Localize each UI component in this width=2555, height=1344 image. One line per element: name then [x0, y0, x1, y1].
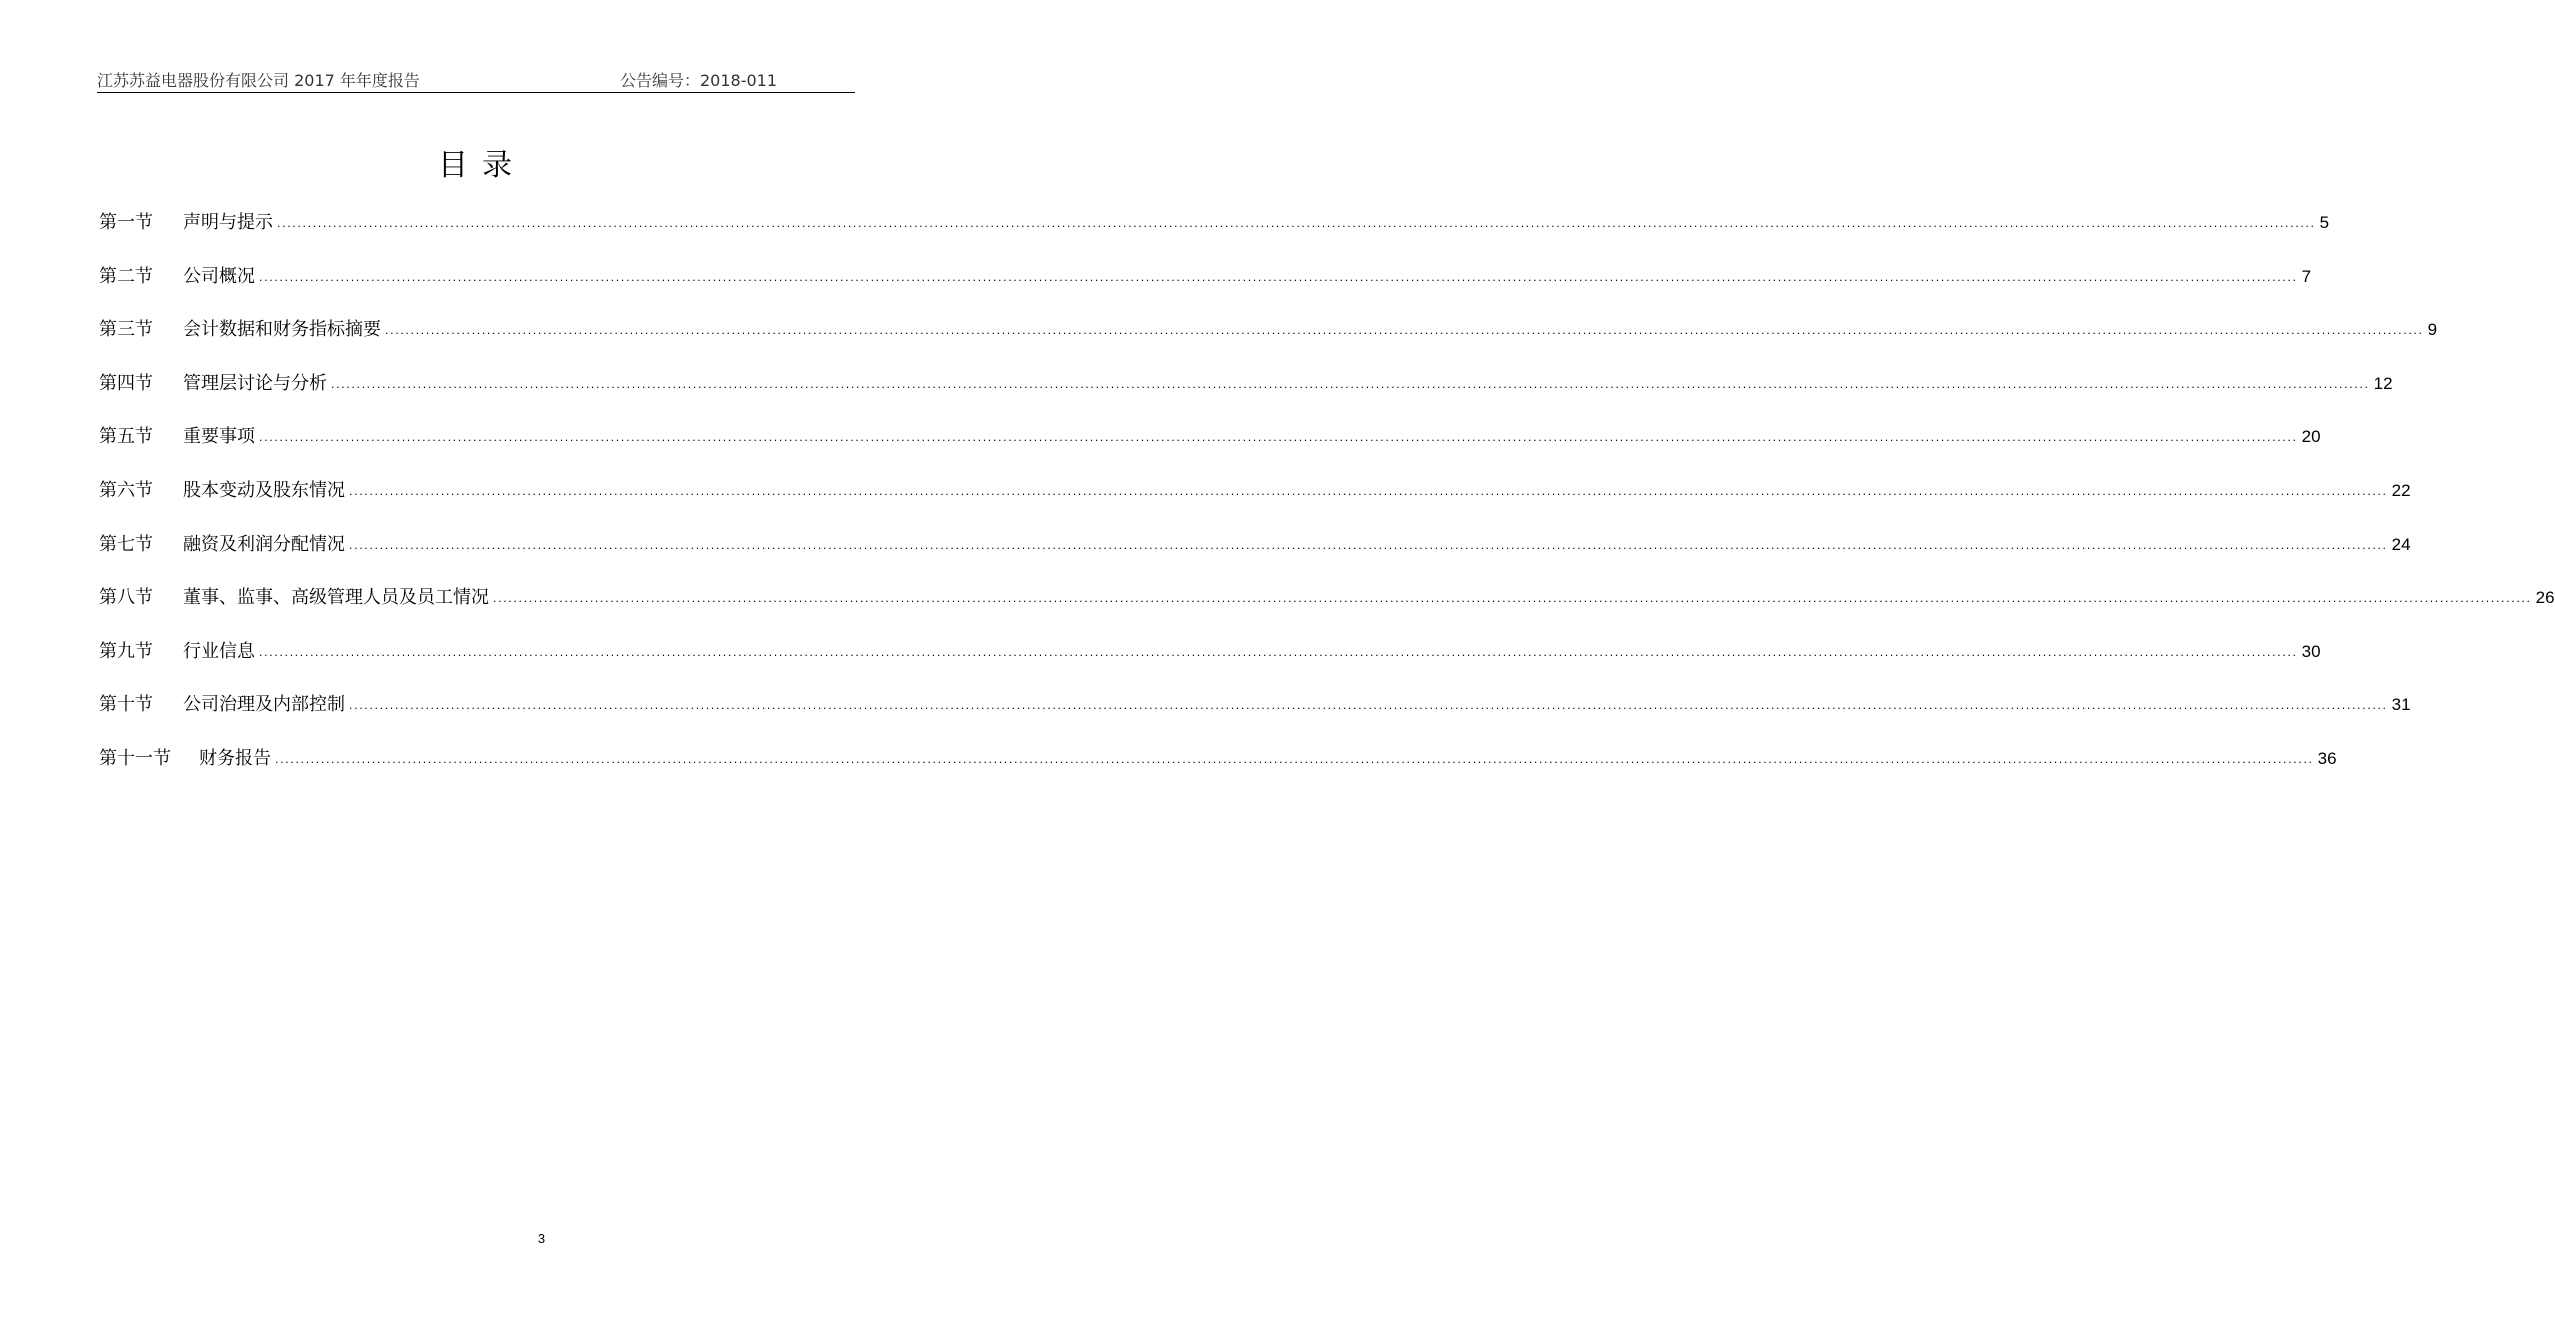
toc-section-name: 公司治理及内部控制 — [183, 694, 345, 716]
toc-entry[interactable] — [99, 744, 2337, 798]
toc-section-number: 第八节 — [99, 587, 153, 609]
toc-entry[interactable] — [99, 530, 2411, 584]
toc-section-number: 第五节 — [99, 426, 153, 448]
toc-dot-leader: ................................................................................................................................................................................................................................................................................................................................................................................................................ — [349, 699, 2388, 713]
toc-page-number: 36 — [2317, 748, 2337, 768]
toc-dot-leader: ................................................................................................................................................................................................................................................................................................................................................................................................................ — [259, 270, 2298, 284]
toc-page-number: 20 — [2301, 427, 2321, 447]
toc-dot-leader: ................................................................................................................................................................................................................................................................................................................................................................................................................ — [493, 592, 2532, 606]
toc-page-number: 9 — [2427, 320, 2438, 340]
toc-dot-leader: ................................................................................................................................................................................................................................................................................................................................................................................................................ — [277, 217, 2316, 230]
toc-section-name: 财务报告 — [199, 747, 271, 769]
toc-section-name: 行业信息 — [183, 640, 255, 662]
toc-entry[interactable] — [99, 262, 2312, 316]
toc-entry[interactable] — [99, 690, 2411, 744]
toc-title: 目录 — [438, 148, 526, 183]
toc-page-number: 31 — [2391, 695, 2411, 715]
toc-page-number: 24 — [2391, 534, 2411, 554]
toc-section-number: 第七节 — [99, 533, 153, 555]
toc-page-number: 30 — [2301, 641, 2321, 661]
toc-page-number: 7 — [2301, 266, 2312, 286]
toc-section-name: 公司概况 — [183, 265, 255, 287]
toc-dot-leader: ................................................................................................................................................................................................................................................................................................................................................................................................................ — [385, 324, 2424, 338]
toc-entry[interactable] — [99, 422, 2321, 476]
toc-section-number: 第十节 — [99, 694, 153, 716]
toc-entry[interactable] — [99, 208, 2330, 262]
toc-dot-leader: ................................................................................................................................................................................................................................................................................................................................................................................................................ — [259, 431, 2298, 445]
toc-dot-leader: ................................................................................................................................................................................................................................................................................................................................................................................................................ — [275, 752, 2314, 766]
toc-entry[interactable] — [99, 476, 2411, 530]
toc-entry[interactable] — [99, 315, 2438, 369]
page-number: 3 — [537, 1231, 546, 1246]
toc-section-number: 第十一节 — [99, 747, 171, 769]
toc-section-number: 第二节 — [99, 265, 153, 287]
toc-section-name: 会计数据和财务指标摘要 — [183, 319, 381, 341]
toc-section-name: 董事、监事、高级管理人员及员工情况 — [183, 587, 489, 609]
toc-section-number: 第九节 — [99, 640, 153, 662]
toc-section-name: 声明与提示 — [183, 212, 273, 233]
toc-section-name: 股本变动及股东情况 — [183, 479, 345, 501]
page-header — [97, 64, 855, 93]
table-of-contents — [99, 208, 2555, 798]
toc-page-number: 12 — [2373, 373, 2393, 393]
toc-dot-leader: ................................................................................................................................................................................................................................................................................................................................................................................................................ — [259, 645, 2298, 659]
header-report-title: 江苏苏益电器股份有限公司 2017 年年度报告 — [97, 71, 420, 90]
toc-section-number: 第三节 — [99, 319, 153, 341]
toc-page-number: 5 — [2319, 213, 2330, 232]
toc-dot-leader: ................................................................................................................................................................................................................................................................................................................................................................................................................ — [331, 377, 2370, 391]
toc-section-number: 第六节 — [99, 479, 153, 501]
toc-dot-leader: ................................................................................................................................................................................................................................................................................................................................................................................................................ — [349, 538, 2388, 552]
toc-entry[interactable] — [99, 583, 2555, 637]
toc-section-name: 重要事项 — [183, 426, 255, 448]
toc-section-name: 融资及利润分配情况 — [183, 533, 345, 555]
toc-section-number: 第四节 — [99, 372, 153, 394]
toc-page-number: 26 — [2535, 588, 2555, 608]
toc-dot-leader: ................................................................................................................................................................................................................................................................................................................................................................................................................ — [349, 484, 2388, 498]
toc-entry[interactable] — [99, 369, 2393, 423]
toc-section-name: 管理层讨论与分析 — [183, 372, 327, 394]
toc-page-number: 22 — [2391, 480, 2411, 500]
toc-section-number: 第一节 — [99, 212, 153, 233]
header-announcement-number: 公告编号：2018-011 — [620, 71, 778, 90]
toc-entry[interactable] — [99, 637, 2321, 691]
